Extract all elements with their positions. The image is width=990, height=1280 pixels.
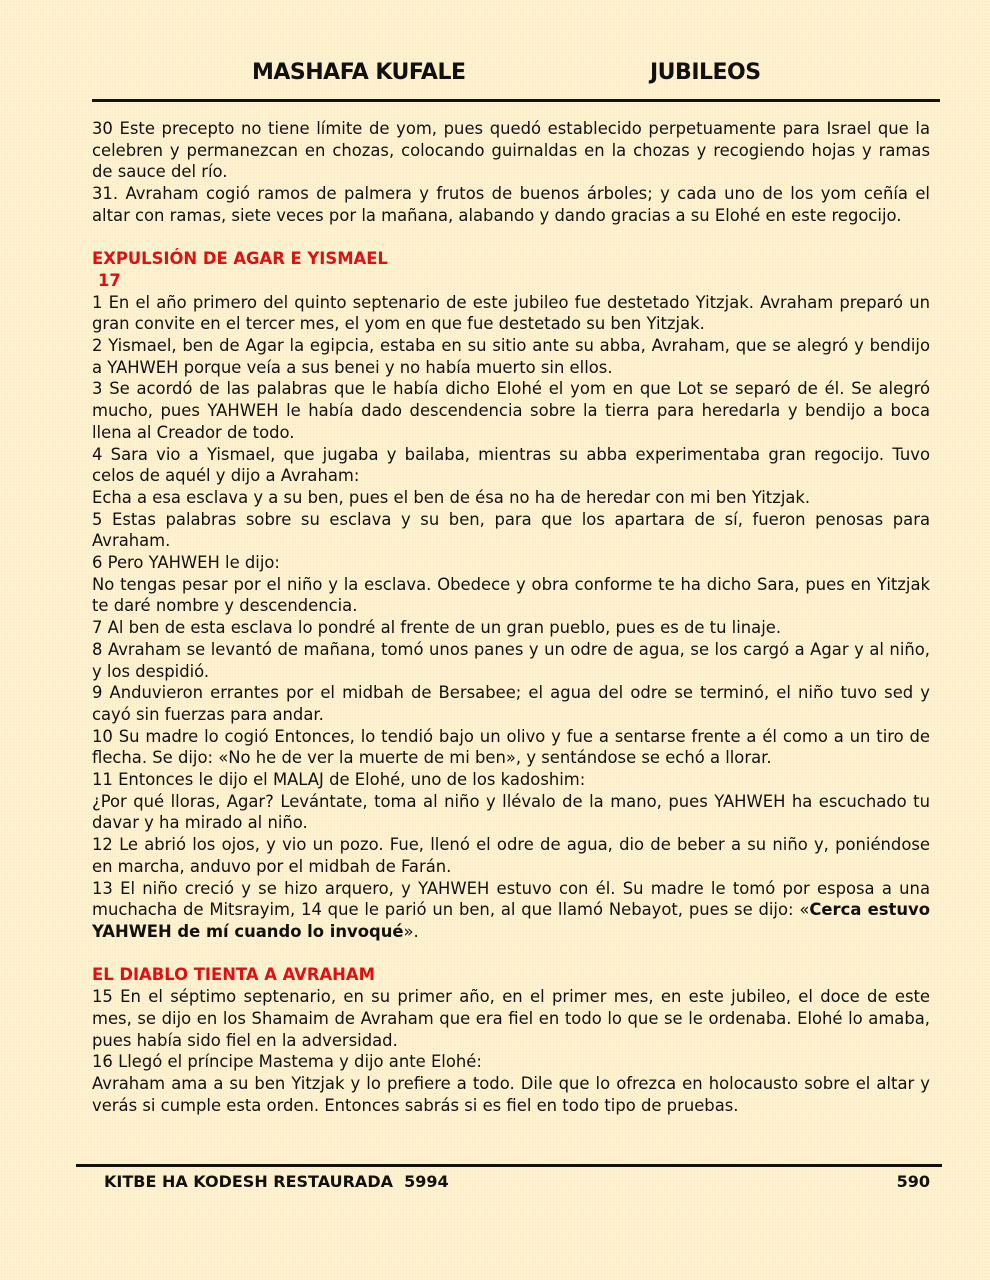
verse-11: 11 Entonces le dijo el MALAJ de Elohé, uno de los kadoshim: [92,770,586,790]
verse-13 [92,878,930,943]
verse-4: 4 Sara vio a Yismael, que jugaba y bailaba, mientras su abba experimentaba gran regocijo. Tuvo celos de aquél y dijo a Avraham: [92,444,930,486]
footer-title: KITBE HA KODESH RESTAURADA 5994 [104,1172,449,1191]
chapter-number: 17 [98,270,121,290]
footer-divider [76,1164,942,1167]
quote-open: « [799,900,810,920]
quote-close: ». [403,922,419,941]
running-header-left: MASHAFA KUFALE [252,60,466,85]
running-header-right: JUBILEOS [650,60,761,85]
verse-13-text: 13 El niño creció y se hizo arquero, y YAHWEH estuvo con él. Su madre le tomó por esposa a una muchacha de Mitsrayim, 14 que le parió un ben, al que llamó Nebayot, pues se dijo: [92,878,930,920]
verse-16-quote: Avraham ama a su ben Yitzjak y lo prefiere a todo. Dile que lo ofrezca en holocausto sobre el altar y verás si cumple esta orden. Entonces sabrás si es fiel en todo tipo de pruebas. [92,1073,930,1115]
verse-12: 12 Le abrió los ojos, y vio un pozo. Fue, llenó el odre de agua, dio de beber a su niño y, poniéndose en marcha, anduvo por el midbah de Farán. [92,835,930,876]
header-divider [92,99,940,102]
page-number: 590 [896,1172,930,1191]
verse-16: 16 Llegó el príncipe Mastema y dijo ante Elohé: [92,1052,482,1072]
section-heading-diablo: EL DIABLO TIENTA A AVRAHAM [92,965,375,985]
verse-3: 3 Se acordó de las palabras que le había dicho Elohé el yom en que Lot se separó de él. Se alegró mucho, pues YAHWEH le había dado descendencia sobre la tierra para heredarla y bendijo a boca llena al Creador de todo. [92,379,930,442]
verse-13-bold-quote: Cerca estuvo YAHWEH de mí cuando lo invoqué [92,900,930,941]
verse-11-quote: ¿Por qué lloras, Agar? Levántate, toma al niño y llévalo de la mano, pues YAHWEH ha escuchado tu davar y ha mirado al niño. [92,791,930,833]
verse-31: 31. Avraham cogió ramos de palmera y frutos de buenos árboles; y cada uno de los yom ceñía el altar con ramas, siete veces por la mañana, alabando y dando gracias a su Elohé en este regocijo. [92,184,930,225]
verse-15: 15 En el séptimo septenario, en su primer año, en el primer mes, en este jubileo, el doce de este mes, se dijo en los Shamaim de Avraham que era fiel en todo lo que se le ordenaba. Elohé lo amaba, pues había sido fiel en la adversidad. [92,987,930,1050]
verse-5: 5 Estas palabras sobre su esclava y su ben, para que los apartara de sí, fueron penosas para Avraham. [92,509,930,551]
verse-6: 6 Pero YAHWEH le dijo: [92,553,280,573]
verse-7: 7 Al ben de esta esclava lo pondré al frente de un gran pueblo, pues es de tu linaje. [92,618,782,638]
verse-4-quote: Echa a esa esclava y a su ben, pues el ben de ésa no ha de heredar con mi ben Yitzjak. [92,487,811,507]
verse-6-quote: No tengas pesar por el niño y la esclava. Obedece y obra conforme te ha dicho Sara, pues en Yitzjak te daré nombre y descendencia. [92,574,930,616]
verse-2: 2 Yismael, ben de Agar la egipcia, estaba en su sitio ante su abba, Avraham, que se alegró y bendijo a YAHWEH porque veía a sus benei y no había muerto sin ellos. [92,336,930,377]
page-body [92,118,930,1116]
verse-8: 8 Avraham se levantó de mañana, tomó unos panes y un odre de agua, se los cargó a Agar y al niño, y los despidió. [92,639,930,681]
section-heading-agar: EXPULSIÓN DE AGAR E YISMAEL [92,249,388,269]
blank-line [92,943,930,965]
verse-10: 10 Su madre lo cogió Entonces, lo tendió bajo un olivo y fue a sentarse frente a él como a un tiro de flecha. Se dijo: «No he de ver la muerte de mi ben», y sentándose se echó a llorar. [92,726,930,768]
verse-30: 30 Este precepto no tiene límite de yom, pues quedó establecido perpetuamente para Israel que la celebren y permanezcan en chozas, colocando guirnaldas en la chozas y recogiendo hojas y ramas de sauce del río. [92,119,930,182]
verse-9: 9 Anduvieron errantes por el midbah de Bersabee; el agua del odre se terminó, el niño tuvo sed y cayó sin fuerzas para andar. [92,683,930,724]
verse-1: 1 En el año primero del quinto septenario de este jubileo fue destetado Yitzjak. Avraham preparó un gran convite en el tercer mes, el yom en que fue destetado su ben Yitzjak. [92,292,930,334]
blank-line [92,227,930,249]
